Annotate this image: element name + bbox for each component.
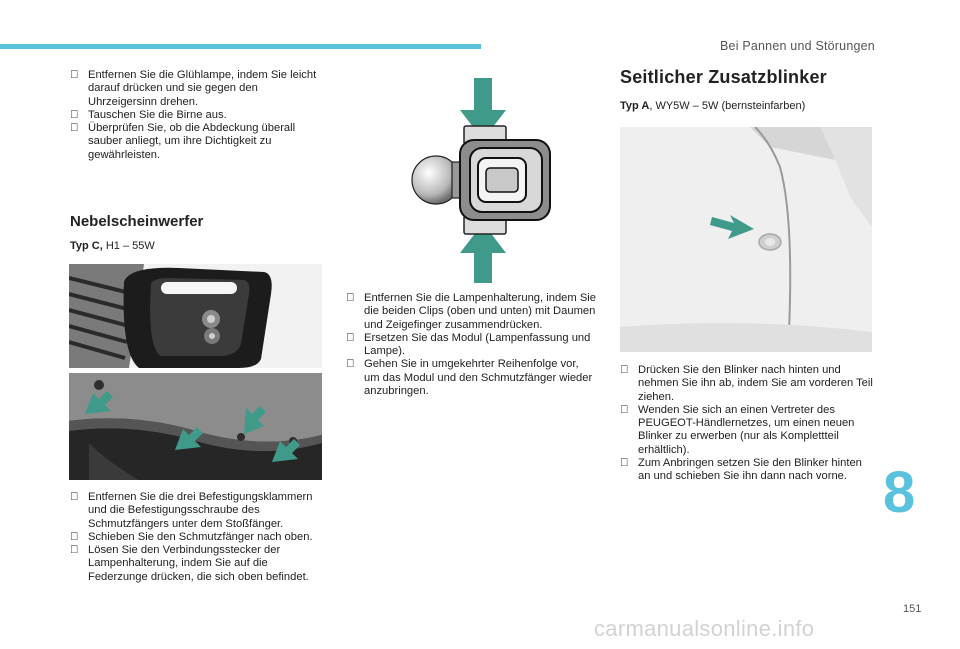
list-item: Entfernen Sie die Glühlampe, indem Sie leicht darauf drücken und sie gegen den Uhrzeigersinn drehen.: [70, 69, 325, 109]
list-item: Gehen Sie in umgekehrter Reihenfolge vor, um das Modul und den Schmutzfänger wieder anzubringen.: [346, 358, 596, 398]
bumper-underside-photo: [69, 373, 322, 480]
lamp-holder-illustration: [408, 78, 558, 283]
bullet-marker: [70, 544, 78, 557]
bullet-list-mudguard: [70, 491, 328, 584]
chapter-header: Bei Pannen und Störungen: [720, 39, 875, 53]
list-item: Überprüfen Sie, ob die Abdeckung überall sauber anliegt, um ihre Dichtigkeit zu gewährleisten.: [70, 122, 325, 162]
list-item: Ersetzen Sie das Modul (Lampenfassung und Lampe).: [346, 332, 596, 359]
bullet-marker: [70, 531, 78, 544]
header-accent-bar: [0, 44, 481, 49]
bullet-marker: [620, 404, 628, 417]
section-title-fog: Nebelscheinwerfer: [70, 213, 204, 230]
bullet-marker: [346, 358, 354, 371]
chapter-number: 8: [883, 460, 916, 525]
list-item: Wenden Sie sich an einen Vertreter des PEUGEOT-Händlernetzes, um einen neuen Blinker zu erwerben (nur als Komplettteil erhältlich).: [620, 404, 875, 457]
bullet-list-side-indicator: [620, 364, 875, 484]
side-indicator-type: Typ A, WY5W – 5W (bernsteinfarben): [620, 100, 806, 112]
bullet-marker: [346, 292, 354, 305]
page-number: 151: [903, 603, 922, 615]
side-indicator-photo: [620, 127, 872, 352]
list-item: Tauschen Sie die Birne aus.: [70, 109, 325, 122]
bullet-list-lamp-holder: [346, 292, 596, 398]
bullet-marker: [70, 122, 78, 135]
list-item: Drücken Sie den Blinker nach hinten und nehmen Sie ihn ab, indem Sie am vorderen Teil ziehen.: [620, 364, 875, 404]
list-item: Entfernen Sie die drei Befestigungsklammern und die Befestigungsschraube des Schmutzfängers unter dem Stoßfänger.: [70, 491, 328, 531]
list-item: Zum Anbringen setzen Sie den Blinker hinten an und schieben Sie ihn dann nach vorne.: [620, 457, 875, 484]
list-item: Entfernen Sie die Lampenhalterung, indem Sie die beiden Clips (oben und unten) mit Daumen und Zeigefinger zusammendrücken.: [346, 292, 596, 332]
bullet-marker: [70, 69, 78, 82]
bullet-marker: [620, 457, 628, 470]
bullet-marker: [70, 491, 78, 504]
fog-lamp-type: Typ C, H1 – 55W: [70, 240, 155, 252]
bullet-marker: [70, 109, 78, 122]
section-title-side-indicator: Seitlicher Zusatzblinker: [620, 67, 827, 87]
bullet-marker: [620, 364, 628, 377]
bullet-marker: [346, 332, 354, 345]
list-item: Lösen Sie den Verbindungsstecker der Lampenhalterung, indem Sie auf die Federzunge drücken, die sich oben befindet.: [70, 544, 328, 584]
watermark: carmanualsonline.info: [594, 616, 815, 641]
fog-lamp-photo: [69, 264, 322, 368]
bullet-list-bulb: [70, 69, 325, 162]
list-item: Schieben Sie den Schmutzfänger nach oben.: [70, 531, 328, 544]
